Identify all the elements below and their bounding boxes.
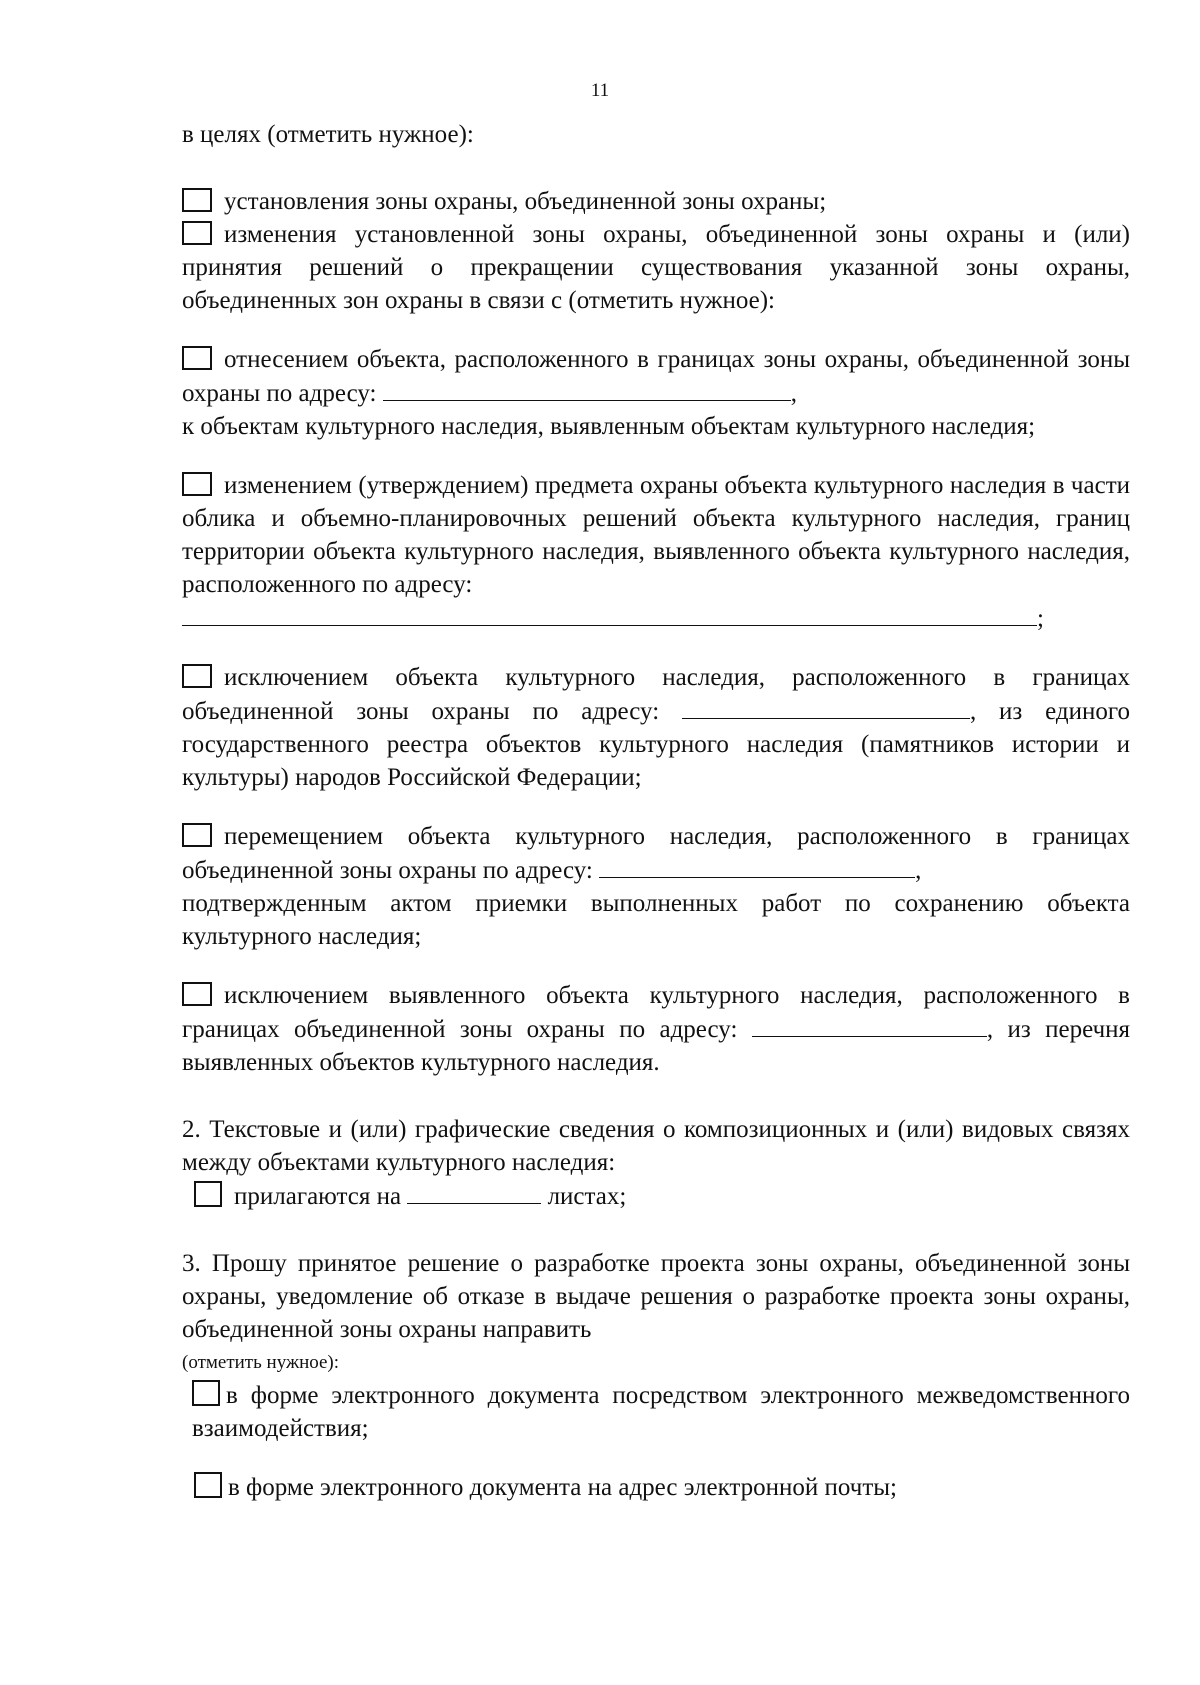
option-change (182, 218, 1130, 317)
address-field-exclusion-list[interactable] (752, 1012, 987, 1037)
reason-relocation-text-2: подтвержденным актом приемки выполненных работ по сохранению объекта культурного наследия; (182, 890, 1130, 950)
reason-protection-subject (182, 469, 1130, 635)
send-option-interdepartmental-label: в форме электронного документа посредством электронного межведомственного взаимодействия; (192, 1382, 1130, 1442)
reason-relocation: перемещением объекта культурного наследия, расположенного в границах объединенной зоны охраны по адресу: , подтвержденным актом приемки выполненных работ по сохранению объекта культурного наследия; (182, 820, 1130, 953)
checkbox-establish[interactable] (182, 188, 212, 212)
reason-inclusion: отнесением объекта, расположенного в границах зоны охраны, объединенной зоны охраны по адресу: , к объектам культурного наследия, выявленным объектам культурного наследия; (182, 343, 1130, 443)
section-2-text: 2. Текстовые и (или) графические сведения о композиционных и (или) видовых связях между объектами культурного наследия: (182, 1116, 1130, 1176)
send-option-email-label: в форме электронного документа на адрес электронной почты; (228, 1474, 897, 1501)
checkbox-reason-exclusion-registry[interactable] (182, 664, 212, 688)
send-option-interdepartmental (182, 1379, 1130, 1445)
reason-relocation-text: перемещением объекта культурного наследия, расположенного в границах объединенной зоны охраны по адресу: (182, 823, 1130, 884)
reason-exclusion-list-text: исключением выявленного объекта культурного наследия, расположенного в границах объединенной зоны охраны по адресу: (182, 982, 1130, 1043)
reason-exclusion-list (182, 979, 1130, 1079)
page-number: 11 (590, 80, 610, 101)
address-field-exclusion-registry[interactable] (682, 694, 970, 719)
checkbox-send-email[interactable] (194, 1472, 222, 1498)
address-field-inclusion[interactable] (383, 376, 791, 401)
checkbox-attachments[interactable] (194, 1181, 222, 1207)
reason-inclusion-text-2: к объектам культурного наследия, выявленным объектам культурного наследия; (182, 413, 1036, 440)
sheets-count-field[interactable] (407, 1179, 541, 1204)
checkbox-reason-relocation[interactable] (182, 823, 212, 847)
section-3-text (182, 1247, 1130, 1379)
section-3-body: 3. Прошу принятое решение о разработке проекта зоны охраны, объединенной зоны охраны, уведомление об отказе в выдаче решения о разработке проекта зоны охраны, объединенной зоны охраны направить (182, 1250, 1130, 1343)
purpose-intro: в целях (отметить нужное): (182, 121, 474, 148)
section-3-note: (отметить нужное): (182, 1352, 340, 1373)
checkbox-reason-inclusion[interactable] (182, 346, 212, 370)
form-content (182, 118, 1130, 1504)
address-field-protection-subject[interactable] (182, 601, 1037, 626)
send-option-email (182, 1471, 1130, 1504)
attachments-option (182, 1179, 1130, 1213)
attachments-label: прилагаются на (234, 1183, 402, 1210)
reason-inclusion-text: отнесением объекта, расположенного в границах зоны охраны, объединенной зоны охраны по адресу: (182, 346, 1130, 407)
checkbox-send-interdepartmental[interactable] (192, 1380, 220, 1406)
checkbox-reason-exclusion-list[interactable] (182, 982, 212, 1006)
address-field-relocation[interactable] (599, 853, 915, 878)
option-change-label: изменения установленной зоны охраны, объединенной зоны охраны и (или) принятия решений о прекращении существования указанной зоны охраны, объединенных зон охраны в связи с (отметить нужное): (182, 221, 1130, 314)
reason-protection-subject-text: изменением (утверждением) предмета охраны объекта культурного наследия в части облика и объемно-планировочных решений объекта культурного наследия, границ территории объекта культурного наследия, выявленного объекта культурного наследия, расположенного по адресу: (182, 472, 1130, 598)
address-line-protection-subject: ; (182, 601, 1130, 635)
reason-exclusion-list-text-2: , из перечня выявленных объектов культурного наследия. (182, 1016, 1131, 1076)
option-establish-label: установления зоны охраны, объединенной зоны охраны; (224, 188, 827, 215)
attachments-label-2: листах; (547, 1183, 627, 1210)
option-establish (182, 185, 1130, 218)
reason-exclusion-registry-text: исключением объекта культурного наследия, расположенного в границах объединенной зоны охраны по адресу: (182, 664, 1130, 725)
reason-exclusion-registry-text-2: , из единого государственного реестра объектов культурного наследия (памятников истории и культуры) народов Российской Федерации; (182, 698, 1130, 791)
checkbox-reason-protection-subject[interactable] (182, 472, 212, 496)
checkbox-change[interactable] (182, 221, 212, 245)
reason-exclusion-registry (182, 661, 1130, 794)
